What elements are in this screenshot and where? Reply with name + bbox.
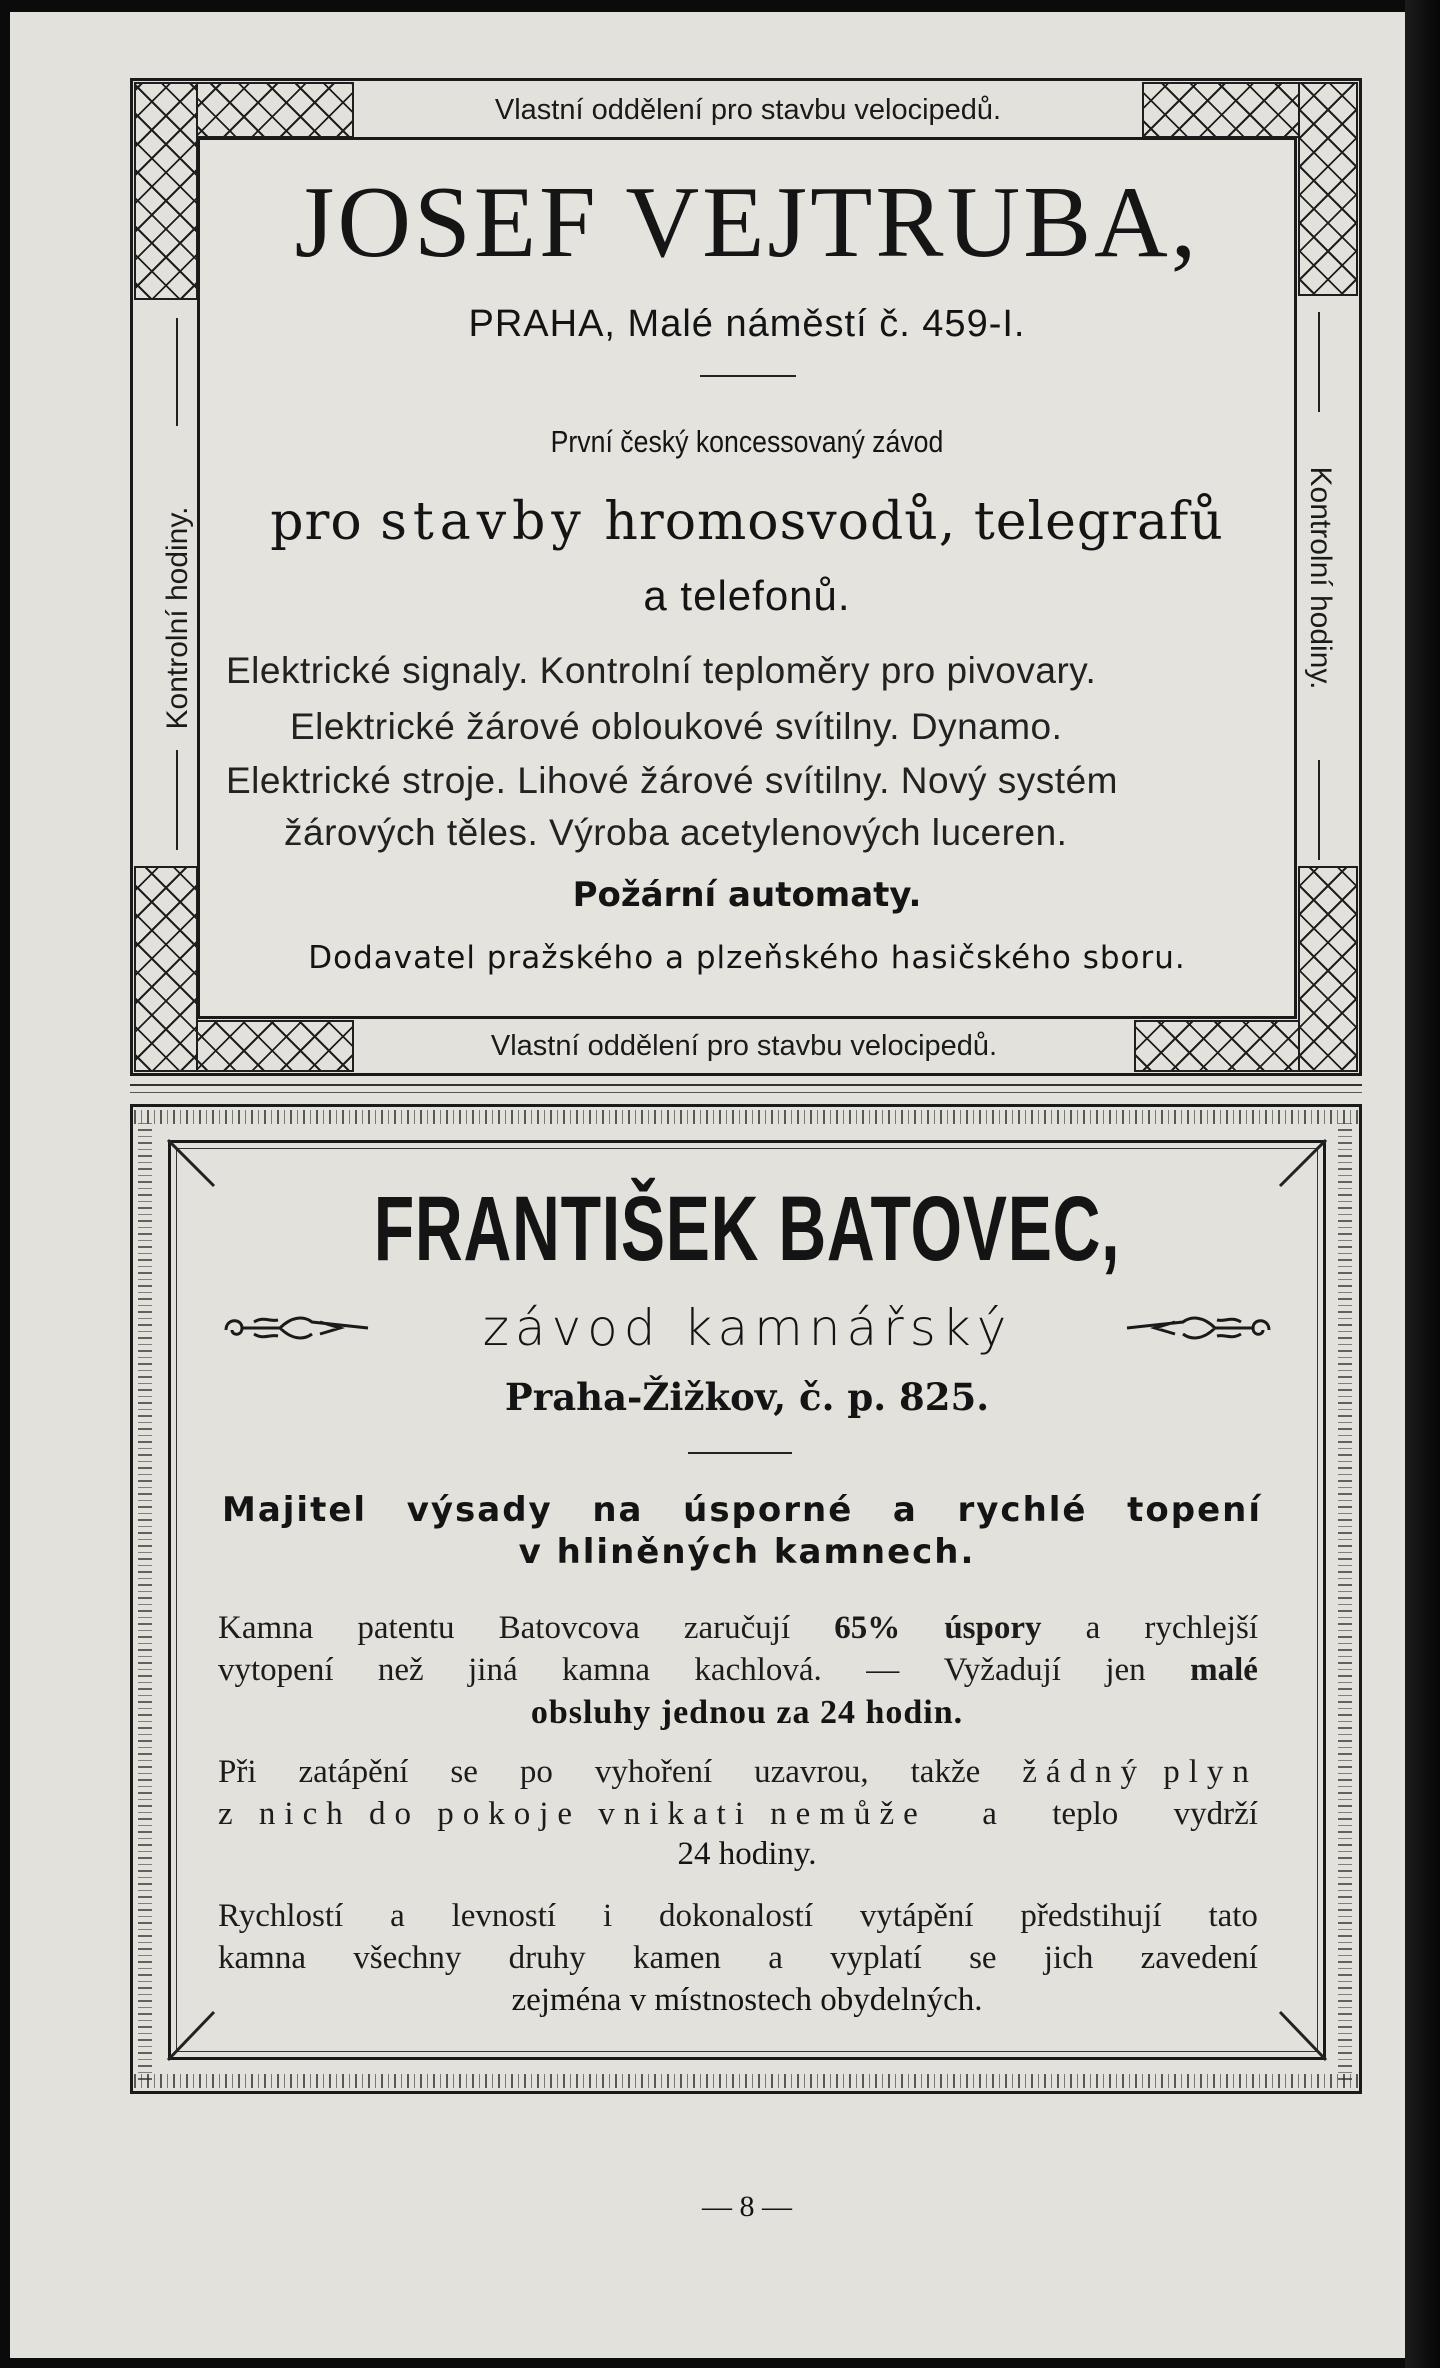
w: takže bbox=[910, 1754, 981, 1790]
ad2-company-name: FRANTIŠEK BATOVEC, bbox=[373, 1178, 1121, 1280]
w: i bbox=[602, 1898, 613, 1934]
w: rychlejší bbox=[1144, 1610, 1258, 1646]
w: a bbox=[1085, 1610, 1101, 1646]
w: než bbox=[377, 1652, 424, 1688]
w: Vyžadují bbox=[943, 1652, 1061, 1688]
w: druhy bbox=[508, 1940, 586, 1976]
ad2-short-rule bbox=[688, 1452, 792, 1454]
w: jich bbox=[1043, 1940, 1094, 1976]
w: úspory bbox=[944, 1610, 1042, 1646]
w: vyplatí bbox=[830, 1940, 922, 1976]
w: se bbox=[969, 1940, 997, 1976]
w: Majitel bbox=[222, 1490, 368, 1530]
w: kamen bbox=[632, 1940, 721, 1976]
ad2-p1-line-1 bbox=[218, 1610, 1258, 1647]
w: 65% bbox=[834, 1610, 901, 1646]
ad1-top-label: Vlastní oddělení pro stavbu velocipedů. bbox=[354, 86, 1142, 134]
ad1-line-1: Elektrické signaly. Kontrolní teploměry pro pivovary. bbox=[226, 650, 1097, 691]
w: všechny bbox=[353, 1940, 462, 1976]
w: Při bbox=[218, 1754, 257, 1790]
ad2-owner-line-2: v hliněných kamnech. bbox=[518, 1532, 976, 1572]
w: Batovcova bbox=[498, 1610, 640, 1646]
w: dokonalostí bbox=[659, 1898, 814, 1934]
w: a bbox=[390, 1898, 405, 1934]
w: tato bbox=[1208, 1898, 1258, 1934]
w: kamna bbox=[218, 1940, 306, 1976]
w: vytopení bbox=[218, 1652, 334, 1688]
w: kachlová. bbox=[694, 1652, 822, 1688]
w: kamna bbox=[562, 1652, 650, 1688]
w: předstihují bbox=[1020, 1898, 1162, 1934]
w: vydrží bbox=[1173, 1796, 1258, 1832]
side-label-right: Kontrolní hodiny. bbox=[1304, 466, 1337, 690]
w: zaručují bbox=[683, 1610, 791, 1646]
w: zatápění bbox=[298, 1754, 409, 1790]
w: teplo bbox=[1052, 1796, 1119, 1832]
headline-word: stavby bbox=[380, 492, 587, 552]
headline-post: hromosvodů, telegrafů bbox=[604, 492, 1224, 552]
ad1-company-name: JOSEF VEJTRUBA, bbox=[294, 166, 1200, 279]
ad1-line-2: Elektrické žárové obloukové svítilny. Dynamo. bbox=[290, 706, 1063, 747]
w: rychlé bbox=[957, 1490, 1088, 1530]
w: Rychlostí bbox=[218, 1898, 344, 1934]
w: patentu bbox=[357, 1610, 455, 1646]
w: a bbox=[982, 1796, 997, 1832]
w: malé bbox=[1190, 1652, 1258, 1688]
spaced-phrase: žádný plyn bbox=[1022, 1754, 1258, 1790]
ad1-address: PRAHA, Malé náměstí č. 459-I. bbox=[468, 303, 1026, 345]
left-flourish-icon bbox=[220, 1308, 370, 1348]
ad2-p2-line-3: 24 hodiny. bbox=[677, 1836, 817, 1872]
ad2-p3-line-3: zejména v místnostech obydelných. bbox=[511, 1982, 983, 2018]
headline-pre: pro bbox=[270, 492, 363, 552]
right-flourish-icon bbox=[1125, 1308, 1275, 1348]
w: uzavrou, bbox=[754, 1754, 869, 1790]
ad2-p3-line-1 bbox=[218, 1898, 1258, 1935]
w: jiná bbox=[468, 1652, 518, 1688]
w: na bbox=[592, 1490, 644, 1530]
w: topení bbox=[1127, 1490, 1262, 1530]
w: — bbox=[866, 1652, 900, 1688]
side-label-left: Kontrolní hodiny. bbox=[161, 506, 194, 730]
ad1-supplier: Dodavatel pražského a plzeňského hasičského sboru. bbox=[308, 940, 1186, 976]
ad2-p2-line-2 bbox=[218, 1796, 1258, 1833]
w: výsady bbox=[406, 1490, 553, 1530]
ad1-bottom-label: Vlastní oddělení pro stavbu velocipedů. bbox=[354, 1021, 1134, 1071]
w: se bbox=[450, 1754, 478, 1790]
page-number: — 8 — bbox=[702, 2190, 792, 2223]
ad1-highlight: Požární automaty. bbox=[572, 875, 922, 915]
ad2-p3-line-2 bbox=[218, 1940, 1258, 1977]
w: jen bbox=[1105, 1652, 1146, 1688]
ad2-p1-line-2 bbox=[218, 1652, 1258, 1689]
ad1-line-4: žárových těles. Výroba acetylenových luceren. bbox=[284, 812, 1068, 853]
ad2-owner-line-1 bbox=[222, 1490, 1262, 1530]
w: a bbox=[768, 1940, 783, 1976]
ad1-line-3: Elektrické stroje. Lihové žárové svítilny. Nový systém bbox=[226, 760, 1118, 801]
w: zavedení bbox=[1140, 1940, 1258, 1976]
spaced-phrase: z nich do pokoje vnikati nemůže bbox=[218, 1796, 927, 1832]
ad2-trade-row bbox=[220, 1295, 1275, 1361]
ad2-p1-line-3: obsluhy jednou za 24 hodin. bbox=[530, 1694, 964, 1731]
w: úsporné bbox=[683, 1490, 854, 1530]
w: a bbox=[892, 1490, 918, 1530]
ad2-trade: závod kamnářský bbox=[482, 1299, 1013, 1357]
ad1-headline-sub: a telefonů. bbox=[643, 572, 851, 619]
ad1-tagline: První český koncessovaný závod bbox=[550, 424, 944, 459]
w: Kamna bbox=[218, 1610, 314, 1646]
ad2-p2-line-1 bbox=[218, 1754, 1258, 1791]
w: vyhoření bbox=[594, 1754, 713, 1790]
ad2-address: Praha-Žižkov, č. p. 825. bbox=[504, 1375, 990, 1419]
w: po bbox=[519, 1754, 553, 1790]
w: levností bbox=[451, 1898, 557, 1934]
w: vytápění bbox=[859, 1898, 974, 1934]
